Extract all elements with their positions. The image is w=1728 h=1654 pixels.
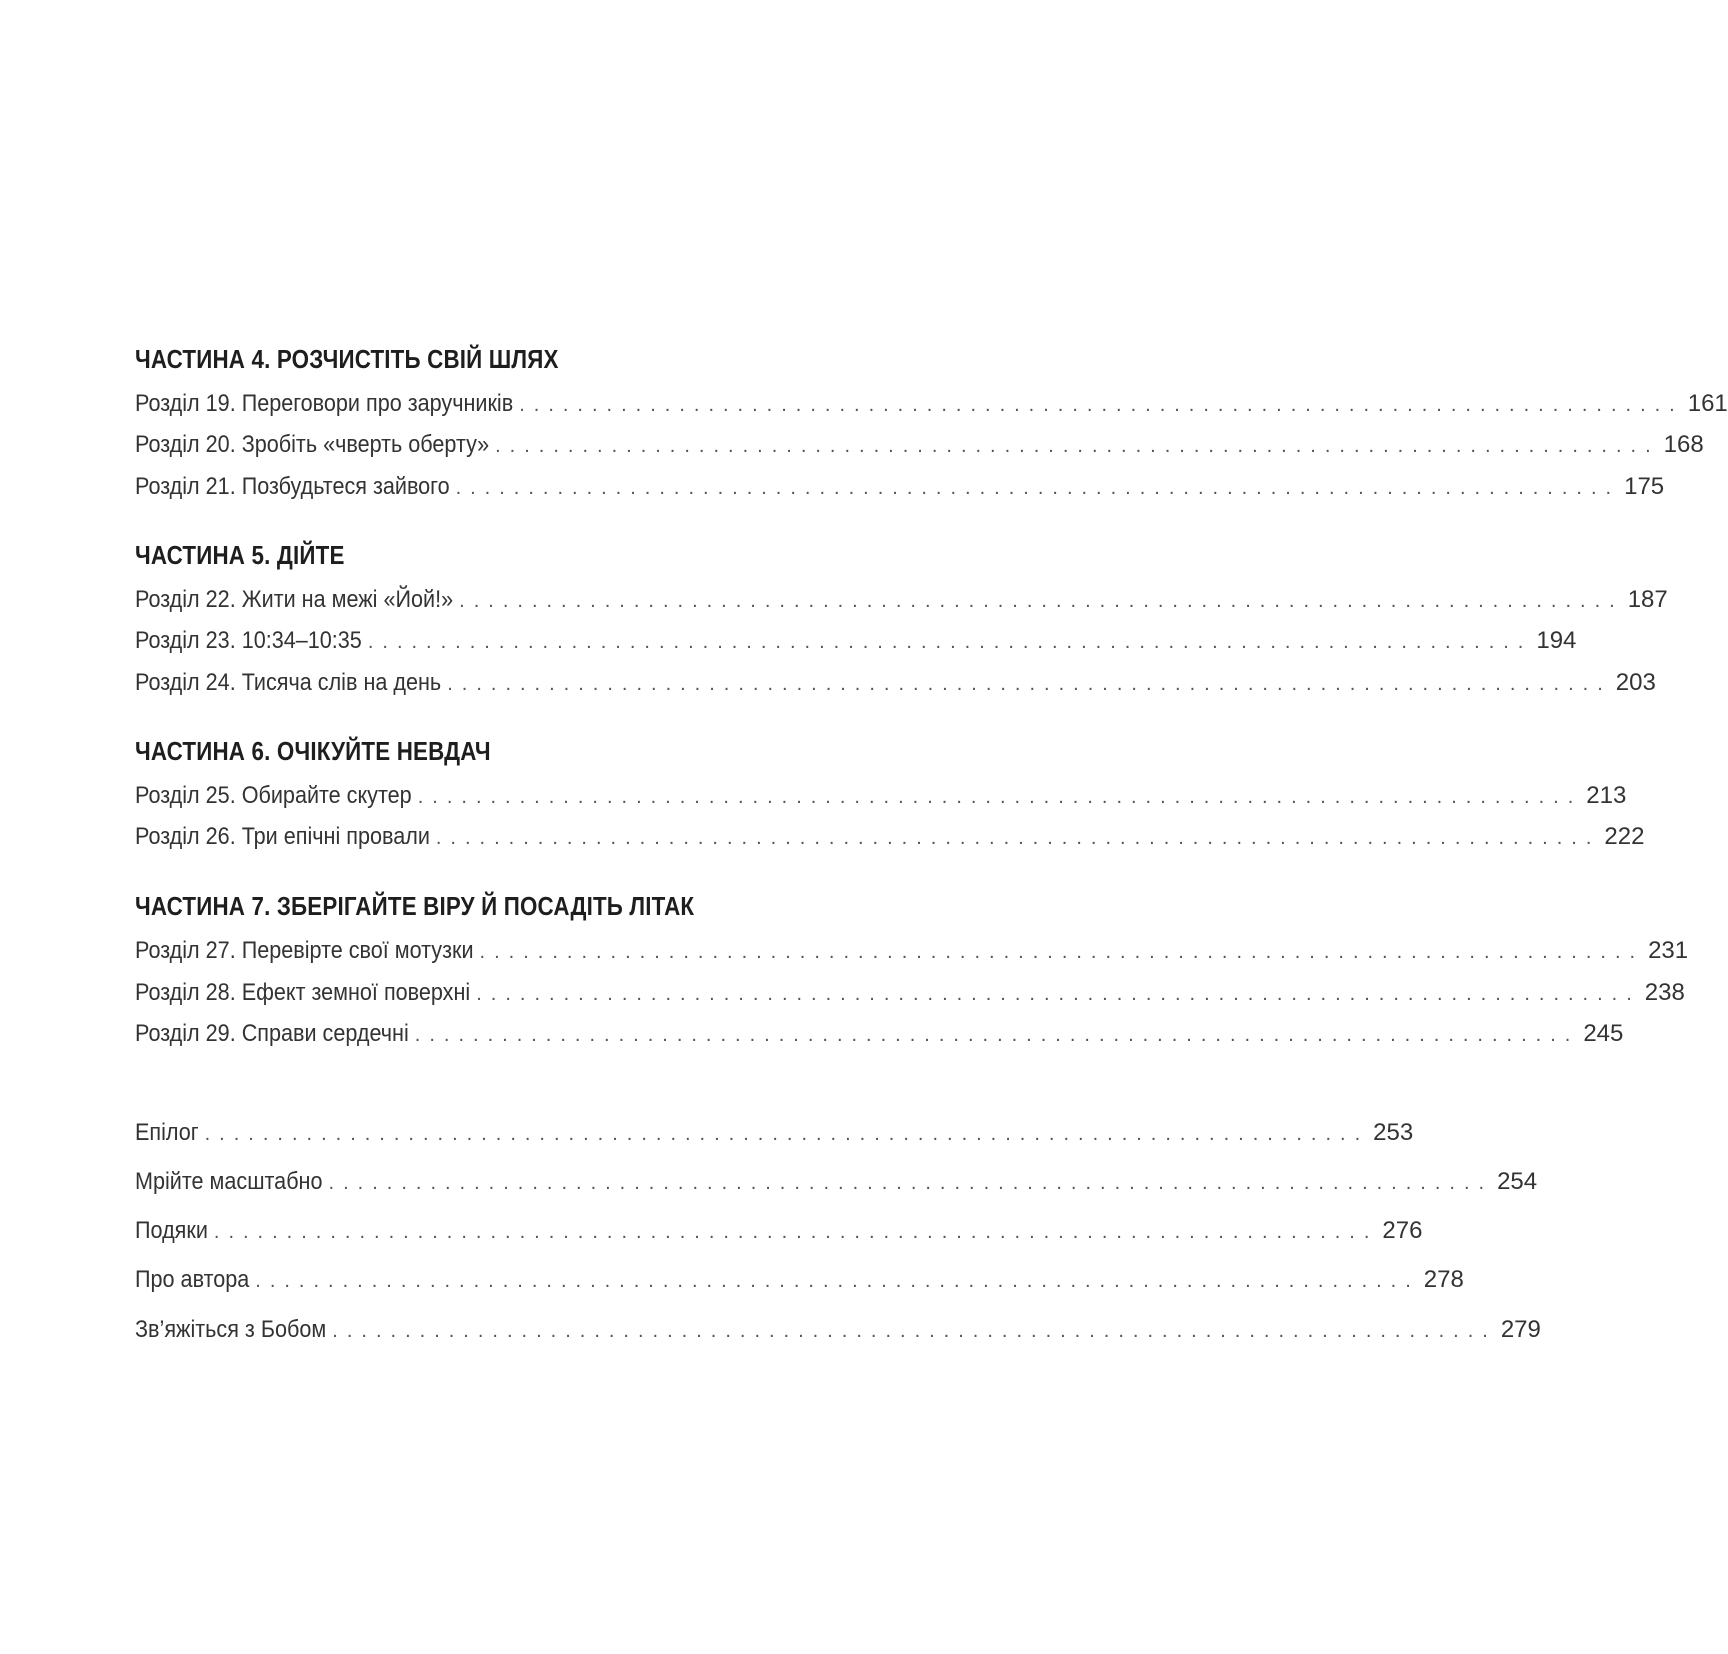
entry-page: 175	[1624, 473, 1665, 500]
entry-title: Розділ 27. Перевірте свої мотузки	[135, 937, 474, 964]
dot-leader: ................................................................................	[435, 827, 1601, 849]
entry-title: Розділ 24. Тисяча слів на день	[135, 669, 442, 696]
toc-entry[interactable]	[135, 627, 1577, 657]
toc-entry[interactable]	[135, 823, 1645, 853]
entry-title: Розділ 19. Переговори про заручників	[135, 390, 514, 417]
dot-leader: ................................................................................	[476, 983, 1641, 1005]
dot-leader: ................................................................................	[459, 590, 1624, 612]
entry-title: Розділ 22. Жити на межі «Йой!»	[135, 586, 454, 613]
toc-entry[interactable]	[135, 390, 1728, 420]
toc-entry[interactable]	[135, 1020, 1624, 1050]
dot-leader: ................................................................................	[414, 1024, 1580, 1046]
entry-title: Епілог	[135, 1119, 199, 1146]
toc-entry-back-matter[interactable]	[135, 1217, 1423, 1247]
dot-leader: ................................................................................	[495, 435, 1660, 457]
entry-title: Подяки	[135, 1217, 208, 1244]
dot-leader: ................................................................................	[367, 631, 1533, 653]
dot-leader: ................................................................................	[479, 941, 1645, 963]
part-heading: ЧАСТИНА 5. ДІЙТЕ	[135, 540, 345, 570]
entry-title: Розділ 28. Ефект земної поверхні	[135, 979, 471, 1006]
toc-entry-back-matter[interactable]	[135, 1316, 1541, 1346]
dot-leader: ................................................................................	[332, 1320, 1497, 1342]
toc-entry-back-matter[interactable]	[135, 1266, 1464, 1296]
entry-page: 238	[1644, 979, 1685, 1006]
entry-page: 168	[1663, 431, 1704, 458]
toc-entry[interactable]	[135, 669, 1656, 699]
entry-page: 254	[1497, 1168, 1538, 1195]
toc-entry[interactable]	[135, 782, 1627, 812]
entry-page: 161	[1687, 390, 1728, 417]
entry-page: 276	[1382, 1217, 1423, 1244]
entry-title: Розділ 23. 10:34–10:35	[135, 627, 362, 654]
part-heading: ЧАСТИНА 7. ЗБЕРІГАЙТЕ ВІРУ Й ПОСАДІТЬ ЛІТАК	[135, 891, 695, 921]
entry-page: 194	[1536, 627, 1577, 654]
entry-title: Розділ 21. Позбудьтеся зайвого	[135, 473, 450, 500]
dot-leader: ................................................................................	[519, 394, 1684, 416]
entry-page: 278	[1423, 1266, 1464, 1293]
entry-page: 187	[1627, 586, 1668, 613]
entry-title: Зв’яжіться з Бобом	[135, 1316, 327, 1343]
entry-page: 253	[1373, 1119, 1414, 1146]
toc-entry[interactable]	[135, 979, 1685, 1009]
dot-leader: ................................................................................	[328, 1172, 1494, 1194]
entry-title: Мрійте масштабно	[135, 1168, 323, 1195]
toc-entry[interactable]	[135, 937, 1689, 967]
entry-title: Розділ 29. Справи сердечні	[135, 1020, 409, 1047]
toc-entry-back-matter[interactable]	[135, 1168, 1538, 1198]
dot-leader: ................................................................................	[255, 1270, 1420, 1292]
entry-title: Розділ 26. Три епічні провали	[135, 823, 430, 850]
dot-leader: ................................................................................	[417, 786, 1583, 808]
entry-title: Про автора	[135, 1266, 250, 1293]
toc-entry[interactable]	[135, 473, 1665, 503]
entry-page: 222	[1604, 823, 1645, 850]
part-heading: ЧАСТИНА 4. РОЗЧИСТІТЬ СВІЙ ШЛЯХ	[135, 344, 559, 374]
entry-title: Розділ 25. Обирайте скутер	[135, 782, 412, 809]
toc-entry[interactable]	[135, 586, 1668, 616]
entry-page: 231	[1648, 937, 1689, 964]
dot-leader: ................................................................................	[213, 1221, 1379, 1243]
toc-entry[interactable]	[135, 431, 1704, 461]
entry-title: Розділ 20. Зробіть «чверть оберту»	[135, 431, 490, 458]
toc-entry-back-matter[interactable]	[135, 1119, 1414, 1149]
entry-page: 245	[1583, 1020, 1624, 1047]
dot-leader: ................................................................................	[455, 477, 1621, 499]
entry-page: 279	[1500, 1316, 1541, 1343]
entry-page: 213	[1586, 782, 1627, 809]
part-heading: ЧАСТИНА 6. ОЧІКУЙТЕ НЕВДАЧ	[135, 736, 491, 766]
dot-leader: ................................................................................	[447, 673, 1612, 695]
entry-page: 203	[1615, 669, 1656, 696]
dot-leader: ................................................................................	[204, 1123, 1370, 1145]
